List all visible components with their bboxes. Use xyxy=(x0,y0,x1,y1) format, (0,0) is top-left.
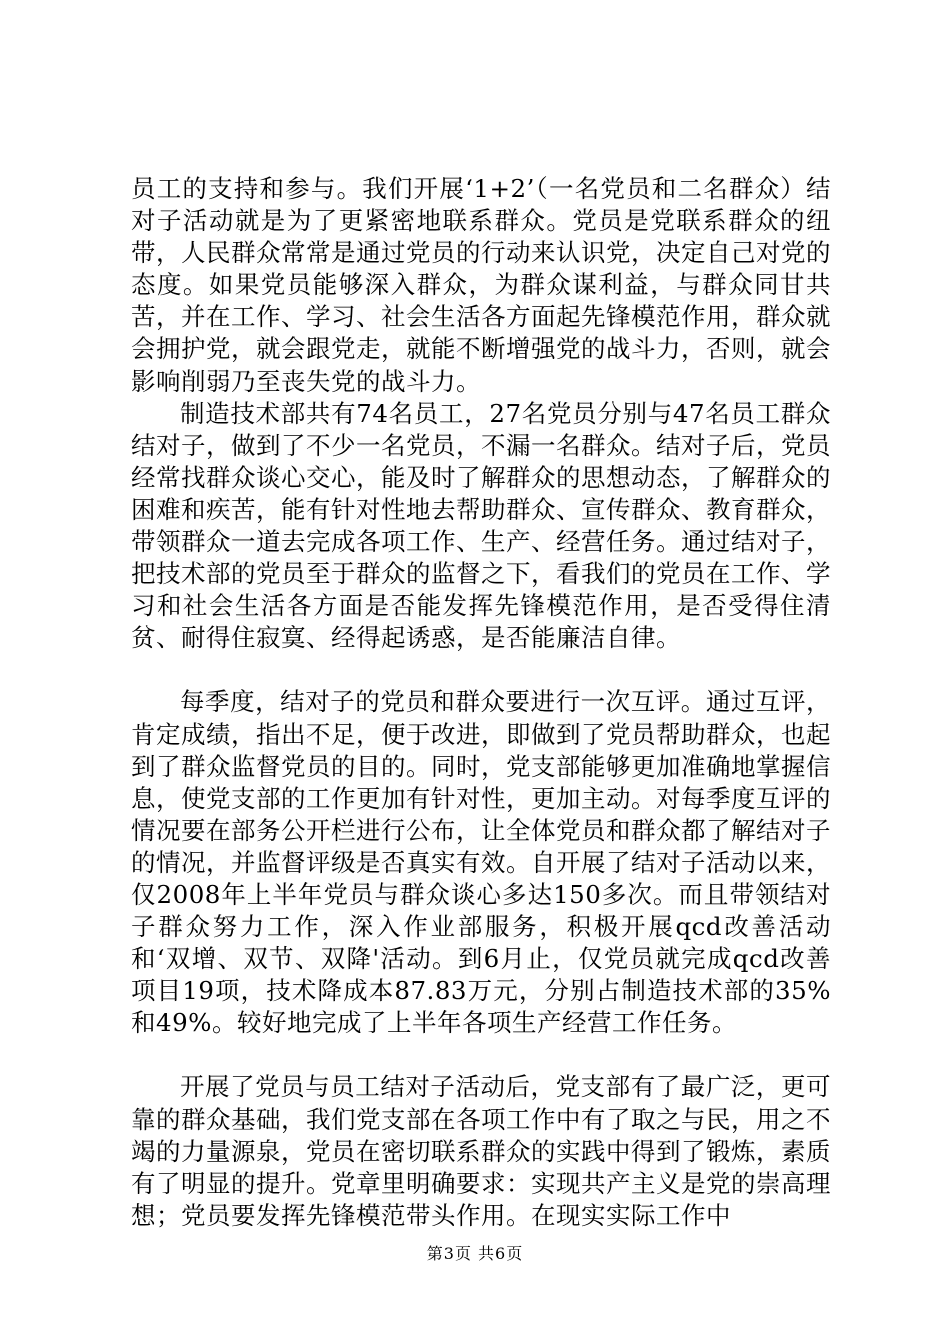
paragraph-tech-department: 制造技术部共有74名员工，27名党员分别与47名员工群众结对子，做到了不少一名党员，不漏一名群众。结对子后，党员经常找群众谈心交心，能及时了解群众的思想动态，了解群众的困难和疾苦，能有针对性地去帮助群众、宣传群众、教育群众，带领群众一道去完成各项工作、生产、经营任务。通过结对子，把技术部的党员至于群众的监督之下，看我们的党员在工作、学习和社会生活各方面是否能发挥先锋模范作用，是否受得住清贫、耐得住寂寞、经得起诱惑，是否能廉洁自律。 xyxy=(131,398,831,653)
paragraph-continuation: 员工的支持和参与。我们开展‘1+2’（一名党员和二名群众）结对子活动就是为了更紧密地联系群众。党员是党联系群众的纽带，人民群众常常是通过党员的行动来认识党，决定自己对党的态度。如果党员能够深入群众，为群众谋利益，与群众同甘共苦，并在工作、学习、社会生活各方面起先锋模范作用，群众就会拥护党，就会跟党走，就能不断增强党的战斗力，否则，就会影响削弱乃至丧失党的战斗力。 xyxy=(131,174,831,396)
document-body xyxy=(131,173,831,1232)
paragraph-quarterly-review: 每季度，结对子的党员和群众要进行一次互评。通过互评，肯定成绩，指出不足，便于改进，即做到了党员帮助群众，也起到了群众监督党员的目的。同时，党支部能够更加准确地掌握信息，使党支部的工作更加有针对性，更加主动。对每季度互评的情况要在部务公开栏进行公布，让全体党员和群众都了解结对子的情况，并监督评级是否真实有效。自开展了结对子活动以来，仅2008年上半年党员与群众谈心多达150多次。而且带领结对子群众努力工作，深入作业部服务，积极开展qcd改善活动和‘双增、双节、双降'活动。到6月止，仅党员就完成qcd改善项目19项，技术降成本87.83万元，分别占制造技术部的35%和49%。较好地完成了上半年各项生产经营工作任务。 xyxy=(131,687,831,1038)
paragraph-outcome: 开展了党员与员工结对子活动后，党支部有了最广泛，更可靠的群众基础，我们党支部在各项工作中有了取之与民，用之不竭的力量源泉，党员在密切联系群众的实践中得到了锻炼，素质有了明显的提升。党章里明确要求：实现共产主义是党的崇高理想；党员要发挥先锋模范带头作用。在现实实际工作中 xyxy=(131,1072,831,1230)
page-number-footer: 第3页 共6页 xyxy=(426,1244,524,1263)
